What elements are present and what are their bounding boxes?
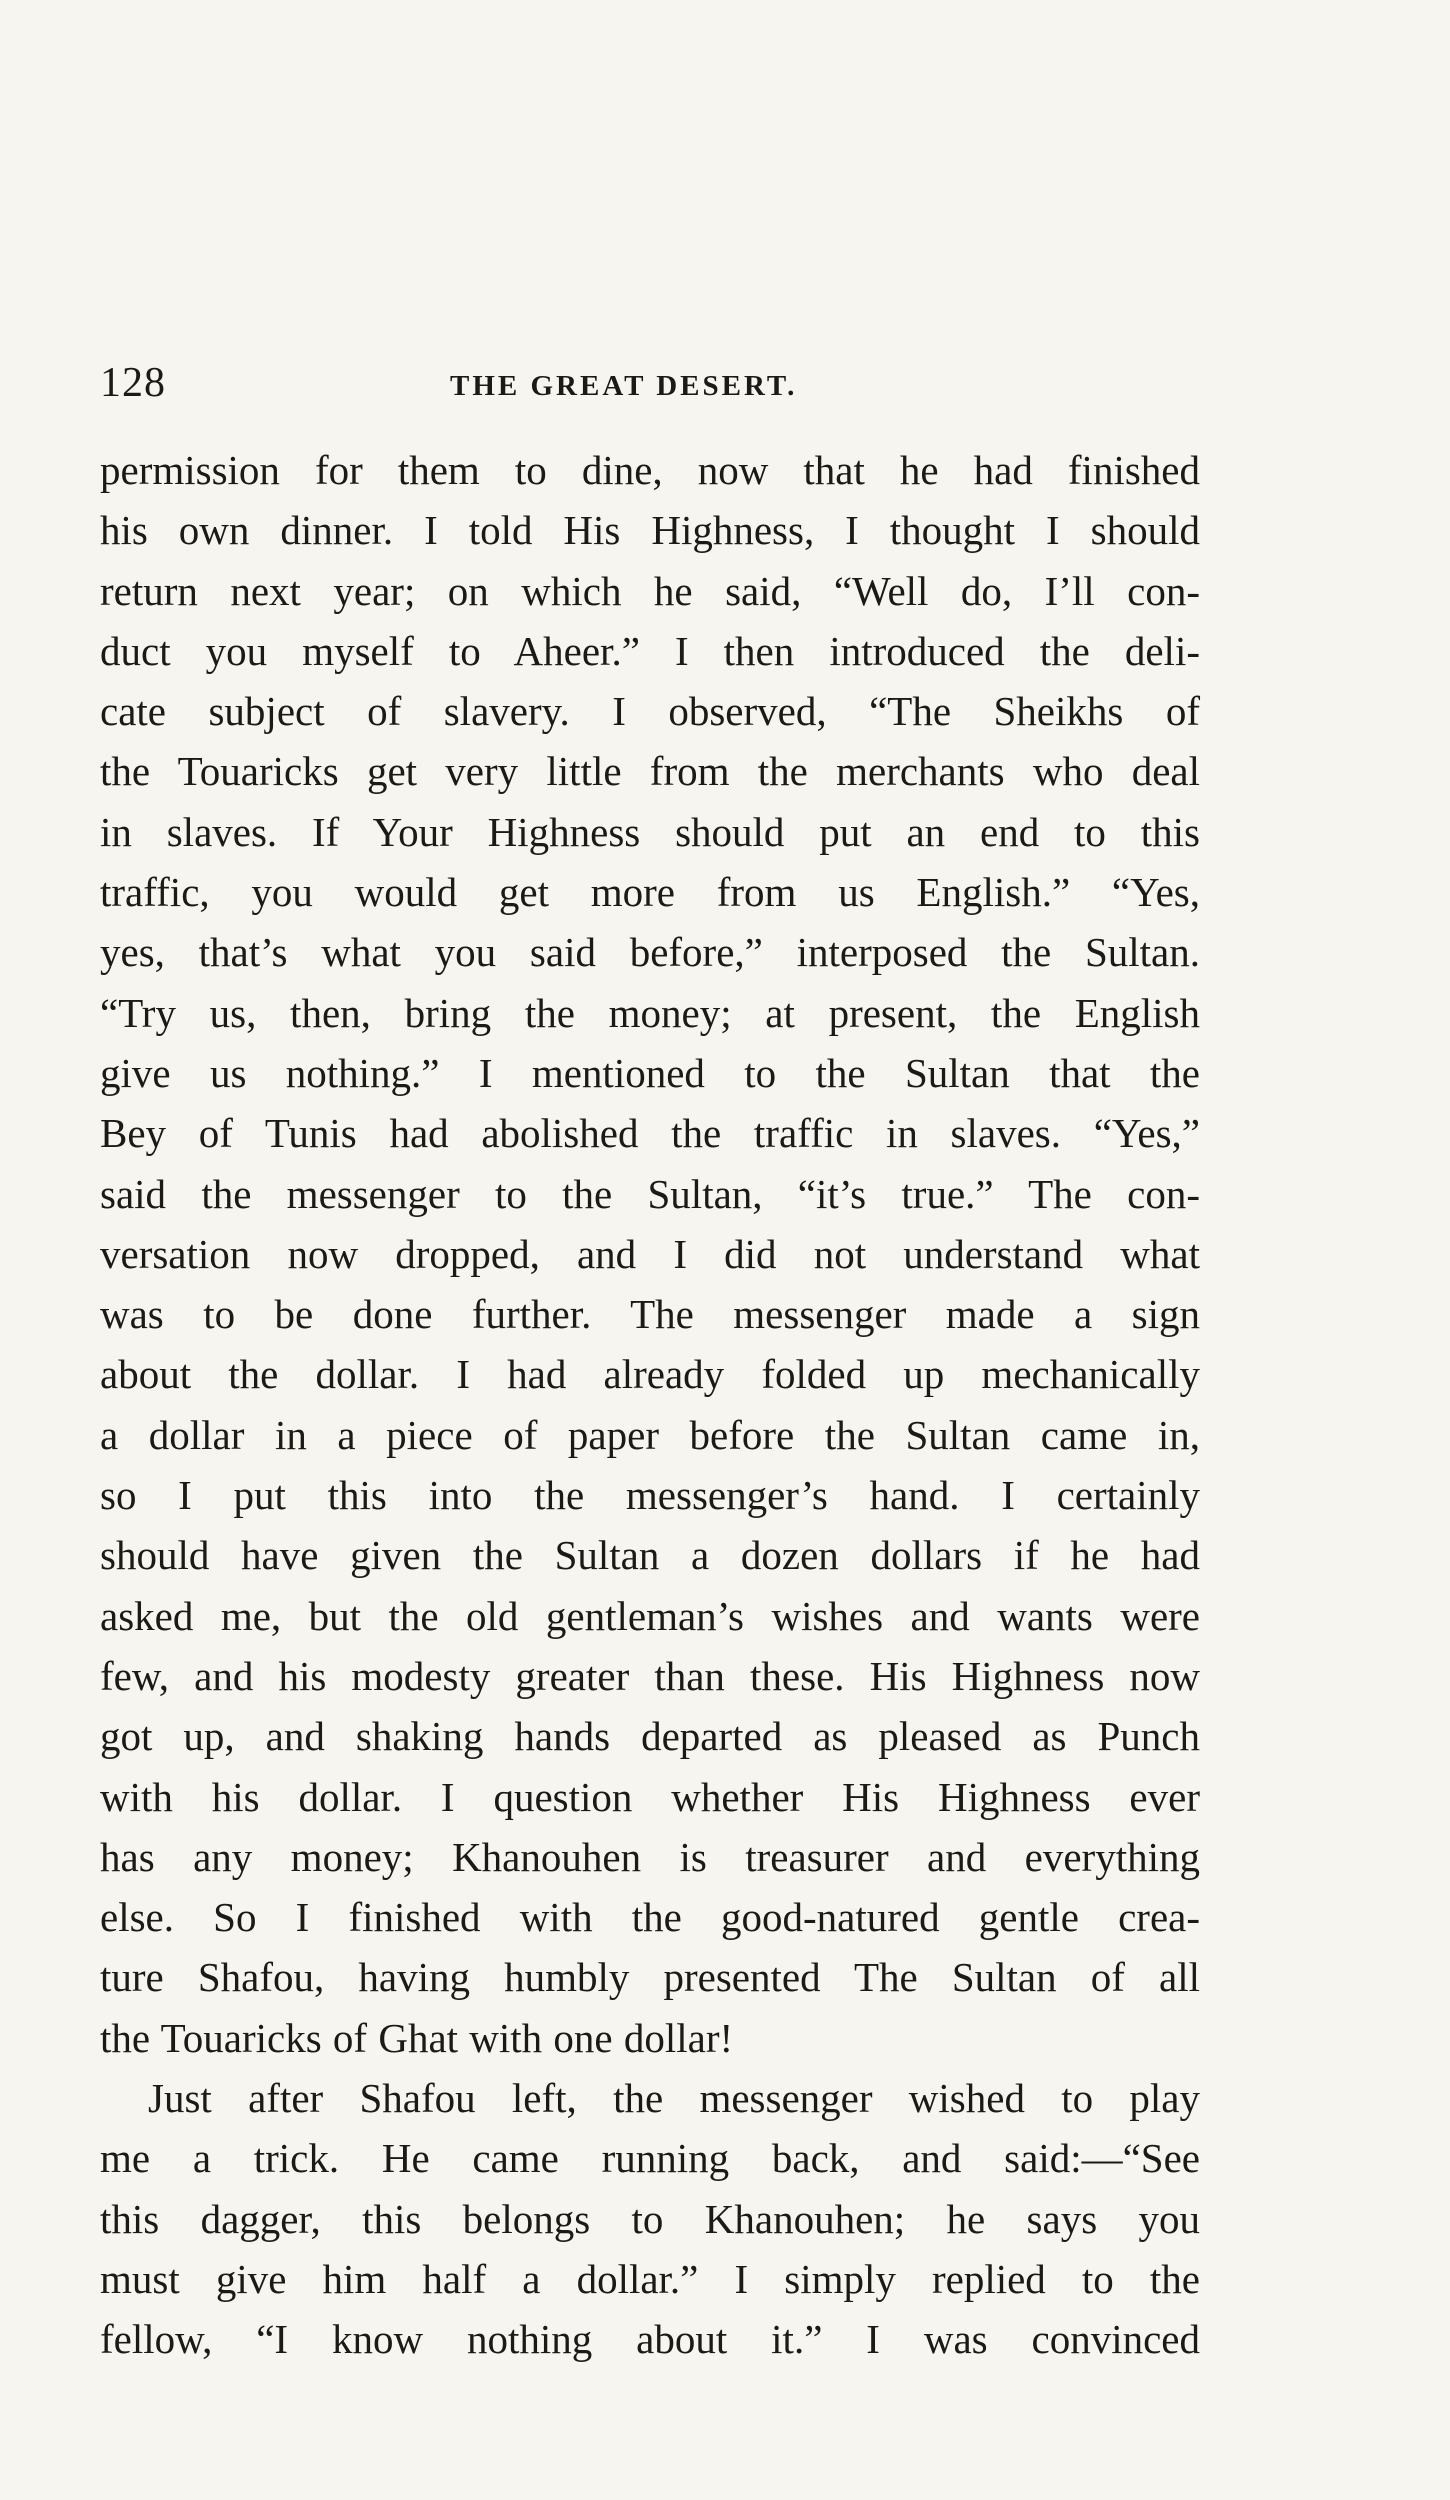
text-line: give us nothing.” I mentioned to the Sultan that the <box>100 1049 1200 1096</box>
text-line: with his dollar. I question whether His Highness ever <box>100 1773 1200 1820</box>
text-line: “Try us, then, bring the money; at present, the English <box>100 989 1200 1036</box>
body-text <box>100 440 1200 2370</box>
text-line: fellow, “I know nothing about it.” I was convinced <box>100 2316 1200 2363</box>
text-line: else. So I finished with the good-natured gentle crea- <box>100 1894 1200 1941</box>
text-line: yes, that’s what you said before,” interposed the Sultan. <box>100 929 1200 976</box>
text-line: so I put this into the messenger’s hand. I certainly <box>100 1472 1200 1519</box>
text-line: Bey of Tunis had abolished the traffic in slaves. “Yes,” <box>100 1110 1200 1157</box>
paragraph-start-line: Just after Shafou left, the messenger wished to play <box>148 2075 1200 2122</box>
text-line: about the dollar. I had already folded up mechanically <box>100 1351 1200 1398</box>
text-line: in slaves. If Your Highness should put an end to this <box>100 808 1200 855</box>
text-line: his own dinner. I told His Highness, I thought I should <box>100 507 1200 554</box>
text-line: a dollar in a piece of paper before the Sultan came in, <box>100 1411 1200 1458</box>
text-line: was to be done further. The messenger made a sign <box>100 1291 1200 1338</box>
text-line: asked me, but the old gentleman’s wishes and wants were <box>100 1592 1200 1639</box>
text-line: few, and his modesty greater than these. His Highness now <box>100 1652 1200 1699</box>
text-line: got up, and shaking hands departed as pleased as Punch <box>100 1713 1200 1760</box>
running-title: THE GREAT DESERT. <box>450 370 798 402</box>
text-line: this dagger, this belongs to Khanouhen; he says you <box>100 2195 1200 2242</box>
text-line: me a trick. He came running back, and said:—“See <box>100 2135 1200 2182</box>
text-line: permission for them to dine, now that he had finished <box>100 447 1200 493</box>
text-line: versation now dropped, and I did not understand what <box>100 1230 1200 1277</box>
paragraph-end-line: the Touaricks of Ghat with one dollar! <box>100 2014 734 2061</box>
page-header <box>100 355 1200 411</box>
text-line: has any money; Khanouhen is treasurer and everything <box>100 1833 1200 1880</box>
text-line: ture Shafou, having humbly presented The Sultan of all <box>100 1954 1200 2001</box>
text-line: duct you myself to Aheer.” I then introduced the deli- <box>100 627 1200 674</box>
text-line: cate subject of slavery. I observed, “The Sheikhs of <box>100 688 1200 735</box>
text-line: must give him half a dollar.” I simply replied to the <box>100 2255 1200 2302</box>
text-line: traffic, you would get more from us English.” “Yes, <box>100 869 1200 916</box>
text-line: return next year; on which he said, “Well do, I’ll con- <box>100 567 1200 614</box>
text-line: said the messenger to the Sultan, “it’s true.” The con- <box>100 1170 1200 1217</box>
page-number: 128 <box>100 360 166 406</box>
text-line: should have given the Sultan a dozen dollars if he had <box>100 1532 1200 1579</box>
text-line: the Touaricks get very little from the merchants who deal <box>100 748 1200 795</box>
